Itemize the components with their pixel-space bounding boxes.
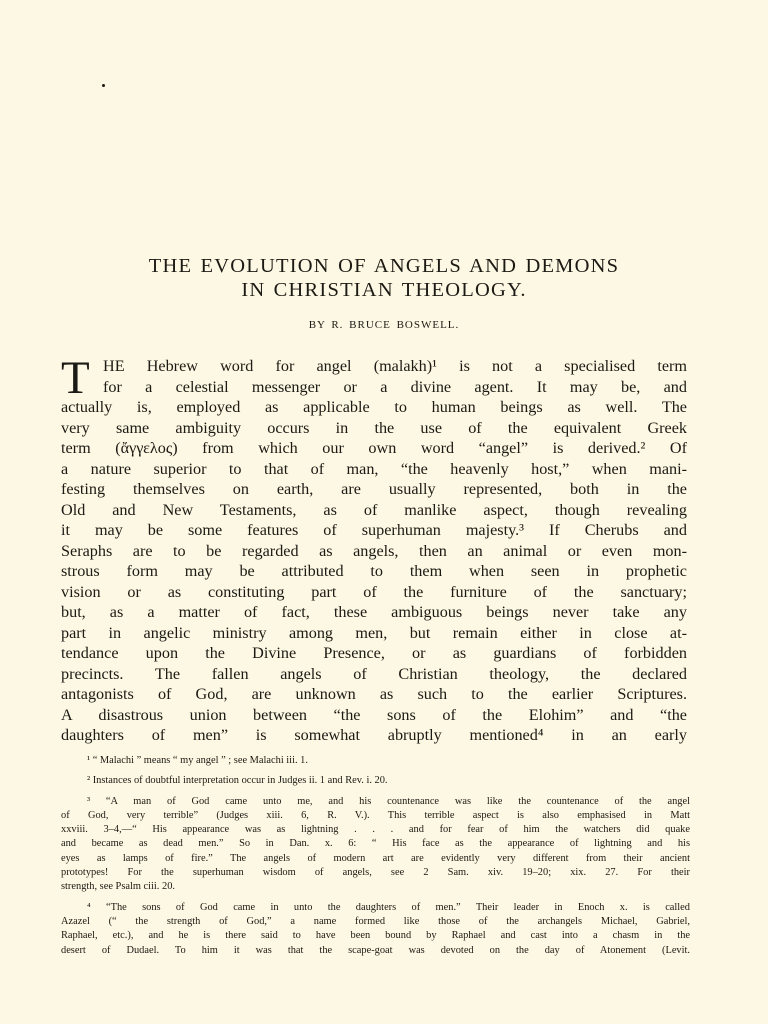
footnote-line: xxviii. 3–4,—“ His appearance was as lightning . . . and for fear of him the watchers did quake	[61, 824, 690, 836]
body-line: very same ambiguity occurs in the use of the equivalent Greek	[61, 418, 687, 437]
footnote-line: ² Instances of doubtful interpretation occur in Judges ii. 1 and Rev. i. 20.	[87, 775, 388, 787]
footnote-2	[61, 774, 690, 788]
title-line-2: IN CHRISTIAN THEOLOGY.	[241, 279, 527, 301]
article-body	[61, 356, 687, 746]
body-line: Seraphs are to be regarded as angels, then an animal or even mon-	[61, 541, 687, 560]
footnote-line: and became as dead men.” So in Dan. x. 6: “ His face as the appearance of lightning and his	[61, 838, 690, 850]
footnote-line: Raphael, etc.), and he is there said to have been bound by Raphael and cast into a chasm in the	[61, 930, 690, 942]
author-byline: BY R. BRUCE BOSWELL.	[308, 319, 460, 331]
footnote-line: strength, see Psalm ciii. 20.	[61, 881, 175, 893]
footnote-line: desert of Dudael. To him it was that the scape-goat was devoted on the day of Atonement (Levit.	[61, 944, 690, 956]
body-line: vision or as constituting part of the furniture of the sanctuary;	[61, 582, 687, 601]
footnote-4	[61, 901, 690, 958]
body-line: festing themselves on earth, are usually represented, both in the	[61, 480, 687, 498]
body-line: Old and New Testaments, as of manlike aspect, though revealing	[61, 500, 687, 519]
body-line: HE Hebrew word for angel (malakh)¹ is not a specialised term	[103, 357, 687, 375]
body-line: a nature superior to that of man, “the heavenly host,” when mani-	[61, 459, 687, 478]
body-line: term (ἄγγελος) from which our own word “angel” is derived.² Of	[61, 439, 687, 457]
body-line: daughters of men” is somewhat abruptly mentioned⁴ in an early	[61, 726, 687, 744]
footnote-1	[61, 754, 690, 768]
body-line: actually is, employed as applicable to human beings as well. The	[61, 398, 687, 416]
footnote-line: ⁴ “The sons of God came in unto the daughters of men.” Their leader in Enoch x. is called	[87, 901, 690, 913]
stray-ink-dot	[102, 84, 105, 87]
article-title	[0, 254, 768, 302]
title-line-1: THE EVOLUTION OF ANGELS AND DEMONS	[148, 255, 620, 277]
footnote-line: ¹ “ Malachi ” means “ my angel ” ; see Malachi iii. 1.	[87, 755, 308, 766]
footnote-line: ³ “A man of God came unto me, and his countenance was like the countenance of the angel	[87, 795, 690, 807]
footnote-line: of God, very terrible” (Judges xiii. 6, R. V.). This terrible aspect is also emphasised in Matt	[61, 809, 690, 821]
footnote-3	[61, 795, 690, 895]
body-line: tendance upon the Divine Presence, or as guardians of forbidden	[61, 644, 687, 662]
body-line: A disastrous union between “the sons of the Elohim” and “the	[61, 705, 687, 724]
body-line: it may be some features of superhuman majesty.³ If Cherubs and	[61, 521, 687, 539]
footnote-line: prototypes! For the superhuman wisdom of angels, see 2 Sam. xiv. 19–20; xix. 27. For their	[61, 867, 690, 879]
body-line: precincts. The fallen angels of Christian theology, the declared	[61, 664, 687, 683]
body-line: strous form may be attributed to them when seen in prophetic	[61, 562, 687, 580]
footnote-line: Azazel (“ the strength of God,” a name formed like those of the archangels Michael, Gabriel,	[61, 915, 690, 927]
footnotes	[61, 754, 690, 958]
body-line: part in angelic ministry among men, but remain either in close at-	[61, 623, 687, 642]
body-line: but, as a matter of fact, these ambiguous beings never take any	[61, 603, 687, 621]
footnote-line: eyes as lamps of fire.” The angels of modern art are evidently very different from their ancient	[61, 852, 690, 864]
body-line: for a celestial messenger or a divine agent. It may be, and	[103, 377, 687, 396]
body-line: antagonists of God, are unknown as such to the earlier Scriptures.	[61, 685, 687, 703]
drop-cap: T	[61, 355, 90, 399]
